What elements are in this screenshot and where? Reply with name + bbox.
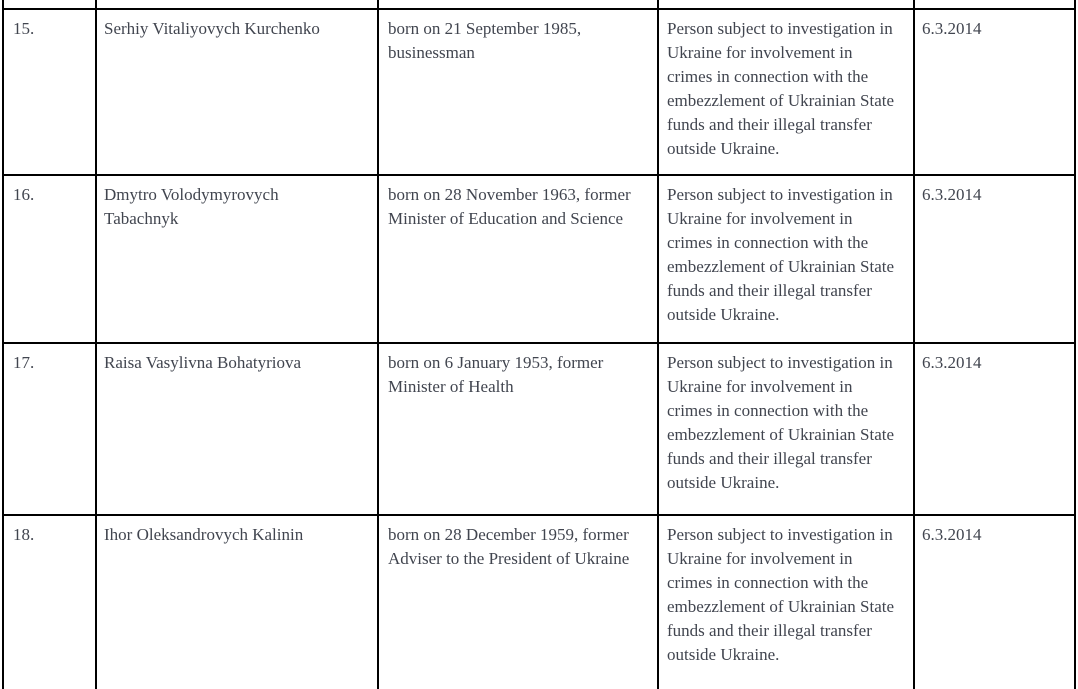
row-number-cell: 18. <box>3 515 96 689</box>
name-cell: Ihor Oleksandrovych Kalinin <box>96 515 378 689</box>
name-cell <box>96 0 378 9</box>
table-row-partial <box>3 0 1075 9</box>
reasons-cell <box>658 0 914 9</box>
identifying-information-cell <box>378 0 658 9</box>
row-number-cell: 15. <box>3 9 96 175</box>
name-cell: Serhiy Vitaliyovych Kurchenko <box>96 9 378 175</box>
name-cell: Raisa Vasylivna Bohatyriova <box>96 343 378 515</box>
row-number-cell: 16. <box>3 175 96 343</box>
date-of-listing-cell: 6.3.2014 <box>914 175 1075 343</box>
table-row <box>3 343 1075 515</box>
date-of-listing-cell: 6.3.2014 <box>914 515 1075 689</box>
table-row <box>3 175 1075 343</box>
reasons-cell: Person subject to investigation in Ukraine for involvement in crimes in connection with the embezzlement of Ukrainian State funds and their illegal transfer outside Ukraine. <box>658 9 914 175</box>
reasons-cell: Person subject to investigation in Ukraine for involvement in crimes in connection with the embezzlement of Ukrainian State funds and their illegal transfer outside Ukraine. <box>658 175 914 343</box>
reasons-cell: Person subject to investigation in Ukraine for involvement in crimes in connection with the embezzlement of Ukrainian State funds and their illegal transfer outside Ukraine. <box>658 515 914 689</box>
reasons-cell: Person subject to investigation in Ukraine for involvement in crimes in connection with the embezzlement of Ukrainian State funds and their illegal transfer outside Ukraine. <box>658 343 914 515</box>
table-row <box>3 9 1075 175</box>
name-cell: Dmytro Volodymyrovych Tabachnyk <box>96 175 378 343</box>
table-row <box>3 515 1075 689</box>
date-of-listing-cell <box>914 0 1075 9</box>
row-number-cell <box>3 0 96 9</box>
identifying-information-cell: born on 6 January 1953, former Minister of Health <box>378 343 658 515</box>
date-of-listing-cell: 6.3.2014 <box>914 343 1075 515</box>
date-of-listing-cell: 6.3.2014 <box>914 9 1075 175</box>
identifying-information-cell: born on 21 September 1985, businessman <box>378 9 658 175</box>
identifying-information-cell: born on 28 November 1963, former Minister of Education and Science <box>378 175 658 343</box>
row-number-cell: 17. <box>3 343 96 515</box>
identifying-information-cell: born on 28 December 1959, former Adviser to the President of Ukraine <box>378 515 658 689</box>
sanctions-table <box>2 0 1076 689</box>
